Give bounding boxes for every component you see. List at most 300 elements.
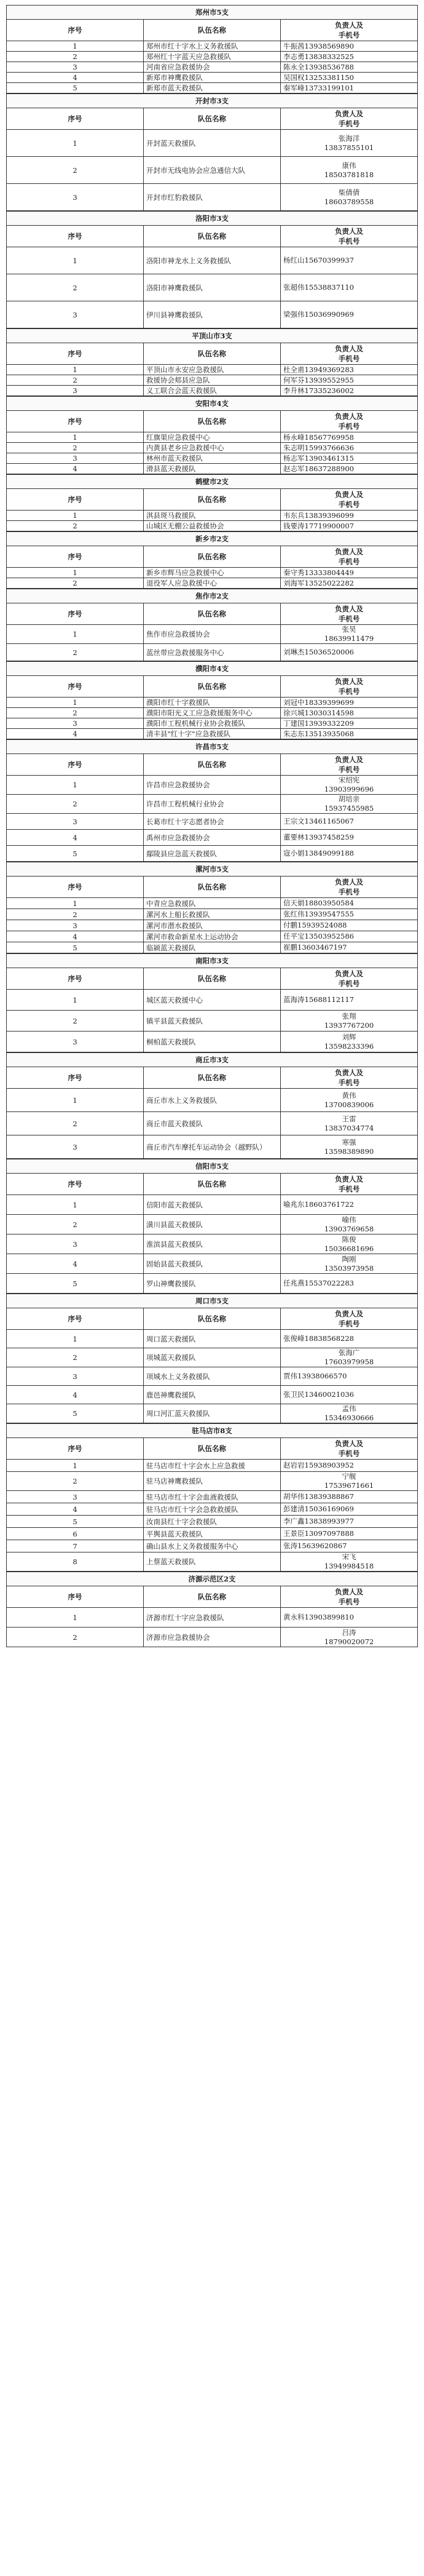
- row-leader: [281, 1608, 418, 1628]
- table-row: [7, 521, 418, 531]
- column-header-row: [7, 676, 418, 698]
- column-header-leader-line2: 手机号: [338, 119, 360, 128]
- table-row: [7, 625, 418, 644]
- leader-phone: 15036681696: [324, 1244, 374, 1253]
- city-table: [6, 396, 418, 474]
- column-header-leader-line1: 负责人及: [335, 969, 363, 978]
- column-header-leader-line1: 负责人及: [335, 21, 363, 30]
- row-seq: 2: [7, 795, 144, 814]
- city-title: 鹤壁市2支: [7, 475, 418, 489]
- row-team-name: 长葛市红十字志愿者协会: [144, 814, 281, 830]
- row-leader: [281, 1215, 418, 1234]
- column-header-leader-line2: 手机号: [338, 687, 360, 696]
- row-seq: 2: [7, 375, 144, 386]
- column-header-team-name: 队伍名称: [144, 1586, 281, 1608]
- row-leader: [281, 375, 418, 386]
- row-seq: 1: [7, 41, 144, 52]
- leader-name: 吕涛: [342, 1628, 356, 1637]
- leader-name: 梁强伟15036990969: [283, 310, 354, 319]
- column-header-team-name: 队伍名称: [144, 411, 281, 432]
- column-header-seq: 序号: [7, 489, 144, 511]
- row-seq: 1: [7, 432, 144, 443]
- column-header-row: [7, 411, 418, 432]
- city-title: 商丘市3支: [7, 1053, 418, 1067]
- column-header-leader: [281, 20, 418, 41]
- table-row: [7, 990, 418, 1011]
- row-leader: [281, 1472, 418, 1491]
- column-header-team-name: 队伍名称: [144, 1174, 281, 1195]
- leader-phone: 18603789558: [324, 197, 374, 206]
- table-row: [7, 568, 418, 578]
- leader-name: 寒强: [342, 1137, 356, 1147]
- row-seq: 2: [7, 644, 144, 661]
- row-seq: 1: [7, 625, 144, 644]
- row-seq: 2: [7, 1628, 144, 1647]
- row-leader: [281, 1628, 418, 1647]
- row-team-name: 濮阳市工程机械行业协会救援队: [144, 718, 281, 729]
- table-row: [7, 1472, 418, 1491]
- row-leader: [281, 1330, 418, 1348]
- row-team-name: 开封蓝天救援队: [144, 130, 281, 157]
- row-seq: 1: [7, 990, 144, 1011]
- row-team-name: 洛阳市神鹰救援队: [144, 274, 281, 301]
- row-seq: 1: [7, 1089, 144, 1112]
- column-header-leader-line2: 手机号: [338, 1319, 360, 1328]
- row-team-name: 项城水上义务救援队: [144, 1367, 281, 1386]
- column-header-leader: [281, 226, 418, 247]
- city-title-row: [7, 862, 418, 877]
- leader-name: 秦守秀13333804449: [283, 568, 354, 577]
- row-seq: 3: [7, 1135, 144, 1159]
- leader-name: 陈俊: [342, 1234, 356, 1244]
- leader-name: 朱志明15993766636: [283, 443, 354, 452]
- city-table: [6, 5, 418, 93]
- row-leader: [281, 846, 418, 862]
- row-team-name: 义工联合会蓝天救援队: [144, 386, 281, 396]
- leader-name: 王宗文13461165067: [283, 817, 354, 825]
- row-leader: [281, 62, 418, 73]
- table-row: [7, 909, 418, 920]
- column-header-team-name: 队伍名称: [144, 676, 281, 698]
- leader-phone: 18503781818: [324, 170, 374, 179]
- city-table: [6, 1423, 418, 1572]
- row-seq: 2: [7, 52, 144, 62]
- table-row: [7, 375, 418, 386]
- row-leader: [281, 1032, 418, 1052]
- row-leader: [281, 157, 418, 184]
- row-team-name: 周口河汇蓝天救援队: [144, 1404, 281, 1423]
- row-team-name: 周口蓝天救援队: [144, 1330, 281, 1348]
- row-leader: [281, 718, 418, 729]
- row-team-name: 城区蓝天救援中心: [144, 990, 281, 1011]
- leader-name: 董要林13937458259: [283, 833, 354, 841]
- row-leader: [281, 1195, 418, 1215]
- row-leader: [281, 1491, 418, 1503]
- city-title: 焦作市2支: [7, 589, 418, 603]
- row-team-name: 驻马店市红十字会血液救援队: [144, 1491, 281, 1503]
- row-seq: 1: [7, 1195, 144, 1215]
- row-leader: [281, 931, 418, 942]
- row-team-name: 济源市应急救援协会: [144, 1628, 281, 1647]
- row-seq: 1: [7, 568, 144, 578]
- city-title: 安阳市4支: [7, 397, 418, 411]
- row-seq: 2: [7, 521, 144, 531]
- leader-phone: 13949984518: [324, 1562, 374, 1570]
- row-team-name: 桐柏蓝天救援队: [144, 1032, 281, 1052]
- row-team-name: 退役军人应急救援中心: [144, 578, 281, 589]
- row-team-name: 漯河水上船长救援队: [144, 909, 281, 920]
- row-seq: 2: [7, 1112, 144, 1135]
- row-seq: 2: [7, 1472, 144, 1491]
- row-leader: [281, 698, 418, 708]
- column-header-team-name: 队伍名称: [144, 343, 281, 365]
- row-team-name: 禹州市应急救援协会: [144, 830, 281, 846]
- row-seq: 5: [7, 942, 144, 953]
- column-header-leader-line2: 手机号: [338, 979, 360, 988]
- row-leader: [281, 568, 418, 578]
- table-row: [7, 1112, 418, 1135]
- leader-name: 韦东兵13839396099: [283, 511, 354, 520]
- leader-name: 钱要涛17719900007: [283, 521, 354, 530]
- column-header-seq: 序号: [7, 877, 144, 898]
- column-header-leader-line1: 负责人及: [335, 878, 363, 886]
- leader-name: 胡华伟13839388867: [283, 1492, 354, 1501]
- table-row: [7, 1386, 418, 1404]
- leader-name: 何军芬13939552955: [283, 375, 354, 384]
- leader-phone: 13837855101: [324, 143, 374, 152]
- row-seq: 3: [7, 1234, 144, 1254]
- city-title-row: [7, 532, 418, 546]
- row-leader: [281, 814, 418, 830]
- column-header-leader-line2: 手机号: [338, 557, 360, 566]
- column-header-row: [7, 1308, 418, 1330]
- leader-name: 寇小娟13849099188: [283, 849, 354, 857]
- row-team-name: 罗山神鹰救援队: [144, 1274, 281, 1294]
- row-seq: 3: [7, 920, 144, 931]
- leader-name: 喻伟: [342, 1215, 356, 1224]
- row-team-name: 汝南县红十字会救援队: [144, 1516, 281, 1528]
- table-row: [7, 795, 418, 814]
- leader-name: 刘辉: [342, 1032, 356, 1041]
- column-header-seq: 序号: [7, 968, 144, 990]
- leader-name: 柴倩倩: [338, 188, 360, 197]
- column-header-leader: [281, 343, 418, 365]
- table-row: [7, 1011, 418, 1032]
- city-table: [6, 1052, 418, 1159]
- leader-name: 杨志军13903461315: [283, 453, 354, 463]
- table-row: [7, 73, 418, 83]
- column-header-leader: [281, 1586, 418, 1608]
- table-row: [7, 1135, 418, 1159]
- row-team-name: 驻马店市红十字会急救救援队: [144, 1503, 281, 1516]
- column-header-leader-line2: 手机号: [338, 1078, 360, 1087]
- column-header-leader-line1: 负责人及: [335, 227, 363, 236]
- table-row: [7, 1404, 418, 1423]
- row-seq: 3: [7, 184, 144, 211]
- table-row: [7, 52, 418, 62]
- row-leader: [281, 729, 418, 739]
- table-row: [7, 846, 418, 862]
- column-header-leader: [281, 754, 418, 776]
- leader-name: 喻兆东18603761722: [283, 1200, 354, 1209]
- city-title-row: [7, 1294, 418, 1308]
- city-title: 漯河市5支: [7, 862, 418, 877]
- row-seq: 2: [7, 1215, 144, 1234]
- row-seq: 3: [7, 718, 144, 729]
- table-row: [7, 1367, 418, 1386]
- row-team-name: 红旗渠应急救援中心: [144, 432, 281, 443]
- column-header-leader: [281, 489, 418, 511]
- leader-name: 刘海军13525022282: [283, 578, 354, 587]
- city-title-row: [7, 94, 418, 108]
- city-title-row: [7, 1159, 418, 1174]
- column-header-team-name: 队伍名称: [144, 1438, 281, 1460]
- city-title-row: [7, 1053, 418, 1067]
- row-seq: 3: [7, 814, 144, 830]
- row-seq: 1: [7, 1460, 144, 1472]
- row-seq: 2: [7, 909, 144, 920]
- leader-name: 杨红山15670399937: [283, 256, 354, 264]
- row-team-name: 许昌市应急救援协会: [144, 776, 281, 795]
- row-seq: 5: [7, 1274, 144, 1294]
- row-team-name: 蓝丝带应急救援服务中心: [144, 644, 281, 661]
- table-row: [7, 1215, 418, 1234]
- column-header-seq: 序号: [7, 546, 144, 568]
- row-leader: [281, 644, 418, 661]
- column-header-leader: [281, 1438, 418, 1460]
- column-header-leader-line1: 负责人及: [335, 677, 363, 686]
- column-header-leader-line1: 负责人及: [335, 547, 363, 556]
- city-table: [6, 1294, 418, 1423]
- row-seq: 8: [7, 1552, 144, 1572]
- table-row: [7, 1032, 418, 1052]
- column-header-row: [7, 489, 418, 511]
- table-row: [7, 1628, 418, 1647]
- leader-name: 王景臣13097097888: [283, 1529, 354, 1538]
- city-table: [6, 862, 418, 953]
- column-header-seq: 序号: [7, 1308, 144, 1330]
- column-header-leader-line2: 手机号: [338, 1185, 360, 1193]
- leader-name: 赵志军18637288900: [283, 464, 354, 473]
- leader-name: 蓝海涛15688112117: [283, 995, 354, 1004]
- row-team-name: 伊川县神鹰救援队: [144, 301, 281, 328]
- leader-name: 康伟: [342, 161, 356, 170]
- row-seq: 4: [7, 729, 144, 739]
- row-team-name: 许昌市工程机械行业协会: [144, 795, 281, 814]
- table-row: [7, 1516, 418, 1528]
- leader-phone: 13700839006: [324, 1100, 374, 1109]
- leader-phone: 18790020072: [324, 1637, 374, 1646]
- table-row: [7, 1234, 418, 1254]
- row-seq: 2: [7, 274, 144, 301]
- row-team-name: 商丘市蓝天救援队: [144, 1112, 281, 1135]
- row-leader: [281, 578, 418, 589]
- column-header-seq: 序号: [7, 20, 144, 41]
- table-row: [7, 814, 418, 830]
- column-header-leader-line1: 负责人及: [335, 605, 363, 613]
- leader-phone: 17603979958: [324, 1358, 374, 1366]
- row-leader: [281, 830, 418, 846]
- column-header-seq: 序号: [7, 411, 144, 432]
- row-leader: [281, 898, 418, 909]
- row-seq: 7: [7, 1540, 144, 1552]
- city-title-row: [7, 397, 418, 411]
- city-title: 济源示范区2支: [7, 1572, 418, 1586]
- row-team-name: 清丰县"红十字"应急救援队: [144, 729, 281, 739]
- row-leader: [281, 909, 418, 920]
- row-seq: 3: [7, 1367, 144, 1386]
- column-header-row: [7, 754, 418, 776]
- row-seq: 5: [7, 846, 144, 862]
- row-leader: [281, 1011, 418, 1032]
- leader-name: 胡培亲: [338, 795, 360, 803]
- leader-name: 张涛15639620867: [283, 1541, 347, 1550]
- leader-name: 张海广: [338, 1348, 360, 1357]
- leader-name: 王雷: [342, 1114, 356, 1123]
- row-team-name: 滑县蓝天救援队: [144, 464, 281, 474]
- leader-phone: 13598233396: [324, 1041, 374, 1051]
- table-row: [7, 1195, 418, 1215]
- row-leader: [281, 365, 418, 375]
- row-leader: [281, 1089, 418, 1112]
- row-leader: [281, 1367, 418, 1386]
- city-title-row: [7, 740, 418, 754]
- column-header-seq: 序号: [7, 754, 144, 776]
- row-leader: [281, 521, 418, 531]
- row-team-name: 鄢陵县应急蓝天救援队: [144, 846, 281, 862]
- row-leader: [281, 453, 418, 464]
- row-leader: [281, 1112, 418, 1135]
- row-seq: 2: [7, 708, 144, 718]
- row-team-name: 新郑市蓝天救援队: [144, 83, 281, 93]
- row-team-name: 平舆县蓝天救援队: [144, 1528, 281, 1540]
- table-row: [7, 62, 418, 73]
- city-table: [6, 211, 418, 328]
- column-header-leader-line2: 手机号: [338, 1449, 360, 1458]
- row-seq: 3: [7, 62, 144, 73]
- column-header-row: [7, 877, 418, 898]
- column-header-leader-line2: 手机号: [338, 888, 360, 896]
- row-leader: [281, 83, 418, 93]
- city-table: [6, 474, 418, 531]
- table-row: [7, 443, 418, 453]
- table-row: [7, 1274, 418, 1294]
- row-leader: [281, 184, 418, 211]
- row-seq: 4: [7, 464, 144, 474]
- row-leader: [281, 511, 418, 521]
- column-header-leader-line1: 负责人及: [335, 755, 363, 764]
- leader-name: 任兆燕15537022283: [283, 1279, 354, 1287]
- column-header-row: [7, 20, 418, 41]
- column-header-leader: [281, 1174, 418, 1195]
- row-team-name: 上蔡蓝天救援队: [144, 1552, 281, 1572]
- row-leader: [281, 1503, 418, 1516]
- city-table: [6, 1159, 418, 1294]
- leader-name: 刘冠中18339399699: [283, 698, 354, 707]
- leader-name: 张红伟13939547555: [283, 910, 354, 918]
- city-title-row: [7, 329, 418, 343]
- leader-name: 黄永科13903899810: [283, 1613, 354, 1621]
- row-leader: [281, 386, 418, 396]
- column-header-team-name: 队伍名称: [144, 603, 281, 625]
- leader-name: 信天娟18803950584: [283, 899, 354, 907]
- row-leader: [281, 708, 418, 718]
- city-table: [6, 739, 418, 862]
- column-header-leader: [281, 676, 418, 698]
- column-header-leader: [281, 603, 418, 625]
- column-header-leader-line2: 手机号: [338, 1597, 360, 1606]
- column-header-row: [7, 603, 418, 625]
- row-team-name: 信阳市蓝天救援队: [144, 1195, 281, 1215]
- column-header-team-name: 队伍名称: [144, 546, 281, 568]
- leader-name: 张卫民13460021036: [283, 1390, 354, 1399]
- table-row: [7, 920, 418, 931]
- row-leader: [281, 795, 418, 814]
- table-row: [7, 511, 418, 521]
- column-header-seq: 序号: [7, 343, 144, 365]
- city-title: 许昌市5支: [7, 740, 418, 754]
- table-row: [7, 301, 418, 328]
- leader-name: 宋飞: [342, 1552, 356, 1561]
- row-team-name: 漯河市救命新星水上运动协会: [144, 931, 281, 942]
- row-team-name: 驻马店神鹰救援队: [144, 1472, 281, 1491]
- column-header-row: [7, 226, 418, 247]
- leader-name: 刘琳杰15036520006: [283, 648, 354, 656]
- city-table: [6, 328, 418, 396]
- column-header-leader: [281, 546, 418, 568]
- column-header-seq: 序号: [7, 603, 144, 625]
- city-title-row: [7, 6, 418, 20]
- row-seq: 2: [7, 157, 144, 184]
- leader-name: 张俊峰18838568228: [283, 1334, 354, 1343]
- row-seq: 1: [7, 1330, 144, 1348]
- table-row: [7, 247, 418, 274]
- leader-name: 贾伟13938066570: [283, 1372, 347, 1380]
- city-title: 驻马店市8支: [7, 1424, 418, 1438]
- city-table: [6, 953, 418, 1052]
- column-header-leader-line1: 负责人及: [335, 1310, 363, 1318]
- column-header-leader-line2: 手机号: [338, 422, 360, 431]
- column-header-leader-line2: 手机号: [338, 31, 360, 39]
- table-row: [7, 1254, 418, 1274]
- leader-name: 赵岩岩15938903952: [283, 1461, 354, 1469]
- column-header-leader-line1: 负责人及: [335, 1068, 363, 1077]
- city-title: 郑州市5支: [7, 6, 418, 20]
- city-title: 新乡市2支: [7, 532, 418, 546]
- leader-name: 崔鹏13603467197: [283, 943, 347, 952]
- row-seq: 3: [7, 1032, 144, 1052]
- table-row: [7, 432, 418, 443]
- row-leader: [281, 41, 418, 52]
- row-team-name: 临颍蓝天救援队: [144, 942, 281, 953]
- row-team-name: 项城蓝天救援队: [144, 1348, 281, 1367]
- table-row: [7, 830, 418, 846]
- column-header-leader: [281, 1067, 418, 1089]
- row-seq: 1: [7, 130, 144, 157]
- leader-name: 牛振茜13938569890: [283, 41, 354, 50]
- city-title-row: [7, 954, 418, 968]
- city-title-row: [7, 1424, 418, 1438]
- leader-phone: 17539671661: [324, 1481, 374, 1490]
- row-team-name: 鹿邑神鹰救援队: [144, 1386, 281, 1404]
- row-seq: 2: [7, 1348, 144, 1367]
- leader-name: 陶刚: [342, 1254, 356, 1263]
- leader-name: 张昊: [342, 625, 356, 634]
- row-seq: 4: [7, 830, 144, 846]
- row-team-name: 郑州红十字蓝天应急救援队: [144, 52, 281, 62]
- leader-name: 任平宝13503952586: [283, 932, 354, 940]
- column-header-team-name: 队伍名称: [144, 1308, 281, 1330]
